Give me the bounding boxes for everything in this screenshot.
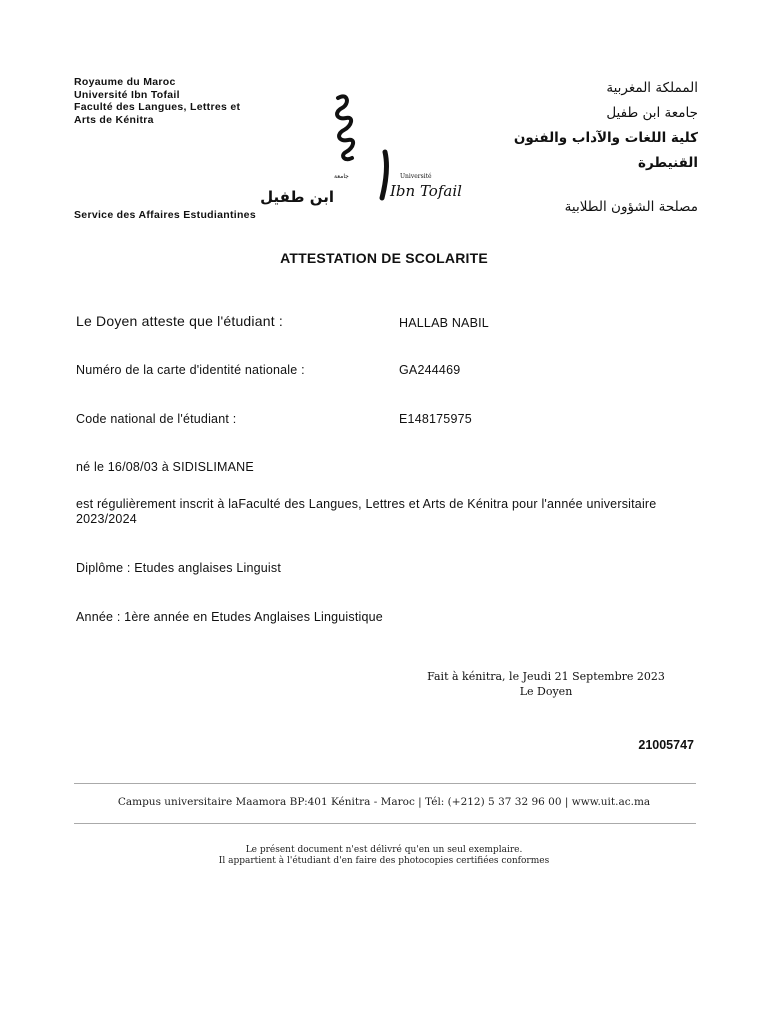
notice-line-1: Le présent document n'est délivré qu'en un seul exemplaire. [245, 845, 523, 855]
header-french [74, 76, 240, 126]
footer-divider-bottom [74, 823, 696, 824]
reference-number: 21005747 [638, 738, 694, 752]
logo-arabic-caption: جامعة [334, 173, 349, 180]
row-value-cin: GA244469 [399, 363, 461, 377]
place-date: Fait à kénitra, le Jeudi 21 Septembre 2023 [427, 670, 665, 683]
university-logo [260, 90, 462, 210]
row-label-student-code: Code national de l'étudiant : [76, 412, 237, 426]
header-ar-kingdom: المملكة المغربية [606, 80, 698, 96]
header-fr-service: Service des Affaires Estudiantines [74, 209, 256, 221]
header-fr-faculty: Faculté des Langues, Lettres et [74, 101, 241, 113]
diploma-info: Diplôme : Etudes anglaises Linguist [76, 561, 282, 575]
signature-block [420, 669, 672, 699]
row-label-cin: Numéro de la carte d'identité nationale : [76, 363, 305, 377]
year-info: Année : 1ère année en Etudes Anglaises Linguistique [76, 610, 383, 624]
footer-divider-top [74, 783, 696, 784]
footer-contact: Campus universitaire Maamora BP:401 Kénitra - Maroc | Tél: (+212) 5 37 32 96 00 | www.uit.ac.ma [117, 796, 651, 808]
logo-universite-text: Université [400, 173, 432, 180]
notice-line-2: Il appartient à l'étudiant d'en faire des photocopies certifiées conformes [218, 856, 550, 866]
enrollment-statement: est régulièrement inscrit à laFaculté des Langues, Lettres et Arts de Kénitra pour l'année universitaire 2023/2024 [76, 497, 657, 526]
header-ar-faculty: كلية اللغات والآداب والفنون [513, 130, 698, 146]
header-ar-city: القنيطرة [638, 155, 698, 171]
header-fr-kingdom: Royaume du Maroc [74, 76, 176, 88]
header-ar-university: جامعة ابن طفيل [606, 105, 698, 121]
header-fr-faculty-cont: Arts de Kénitra [74, 113, 154, 126]
signatory: Le Doyen [519, 685, 573, 698]
row-label-student: Le Doyen atteste que l'étudiant : [76, 313, 283, 329]
header-fr-university: Université Ibn Tofail [74, 88, 180, 101]
document-title: ATTESTATION DE SCOLARITE [280, 250, 488, 266]
logo-name-latin: Ibn Tofail [390, 182, 462, 200]
birth-info: né le 16/08/03 à SIDISLIMANE [76, 460, 254, 474]
row-value-student-name: HALLAB NABIL [399, 316, 489, 330]
row-value-student-code: E148175975 [399, 412, 472, 426]
document-notice [0, 845, 768, 867]
logo-name-arabic: ابن طفيل [260, 188, 334, 206]
header-arabic [438, 76, 698, 176]
header-ar-service: مصلحة الشؤون الطلابية [564, 199, 698, 215]
